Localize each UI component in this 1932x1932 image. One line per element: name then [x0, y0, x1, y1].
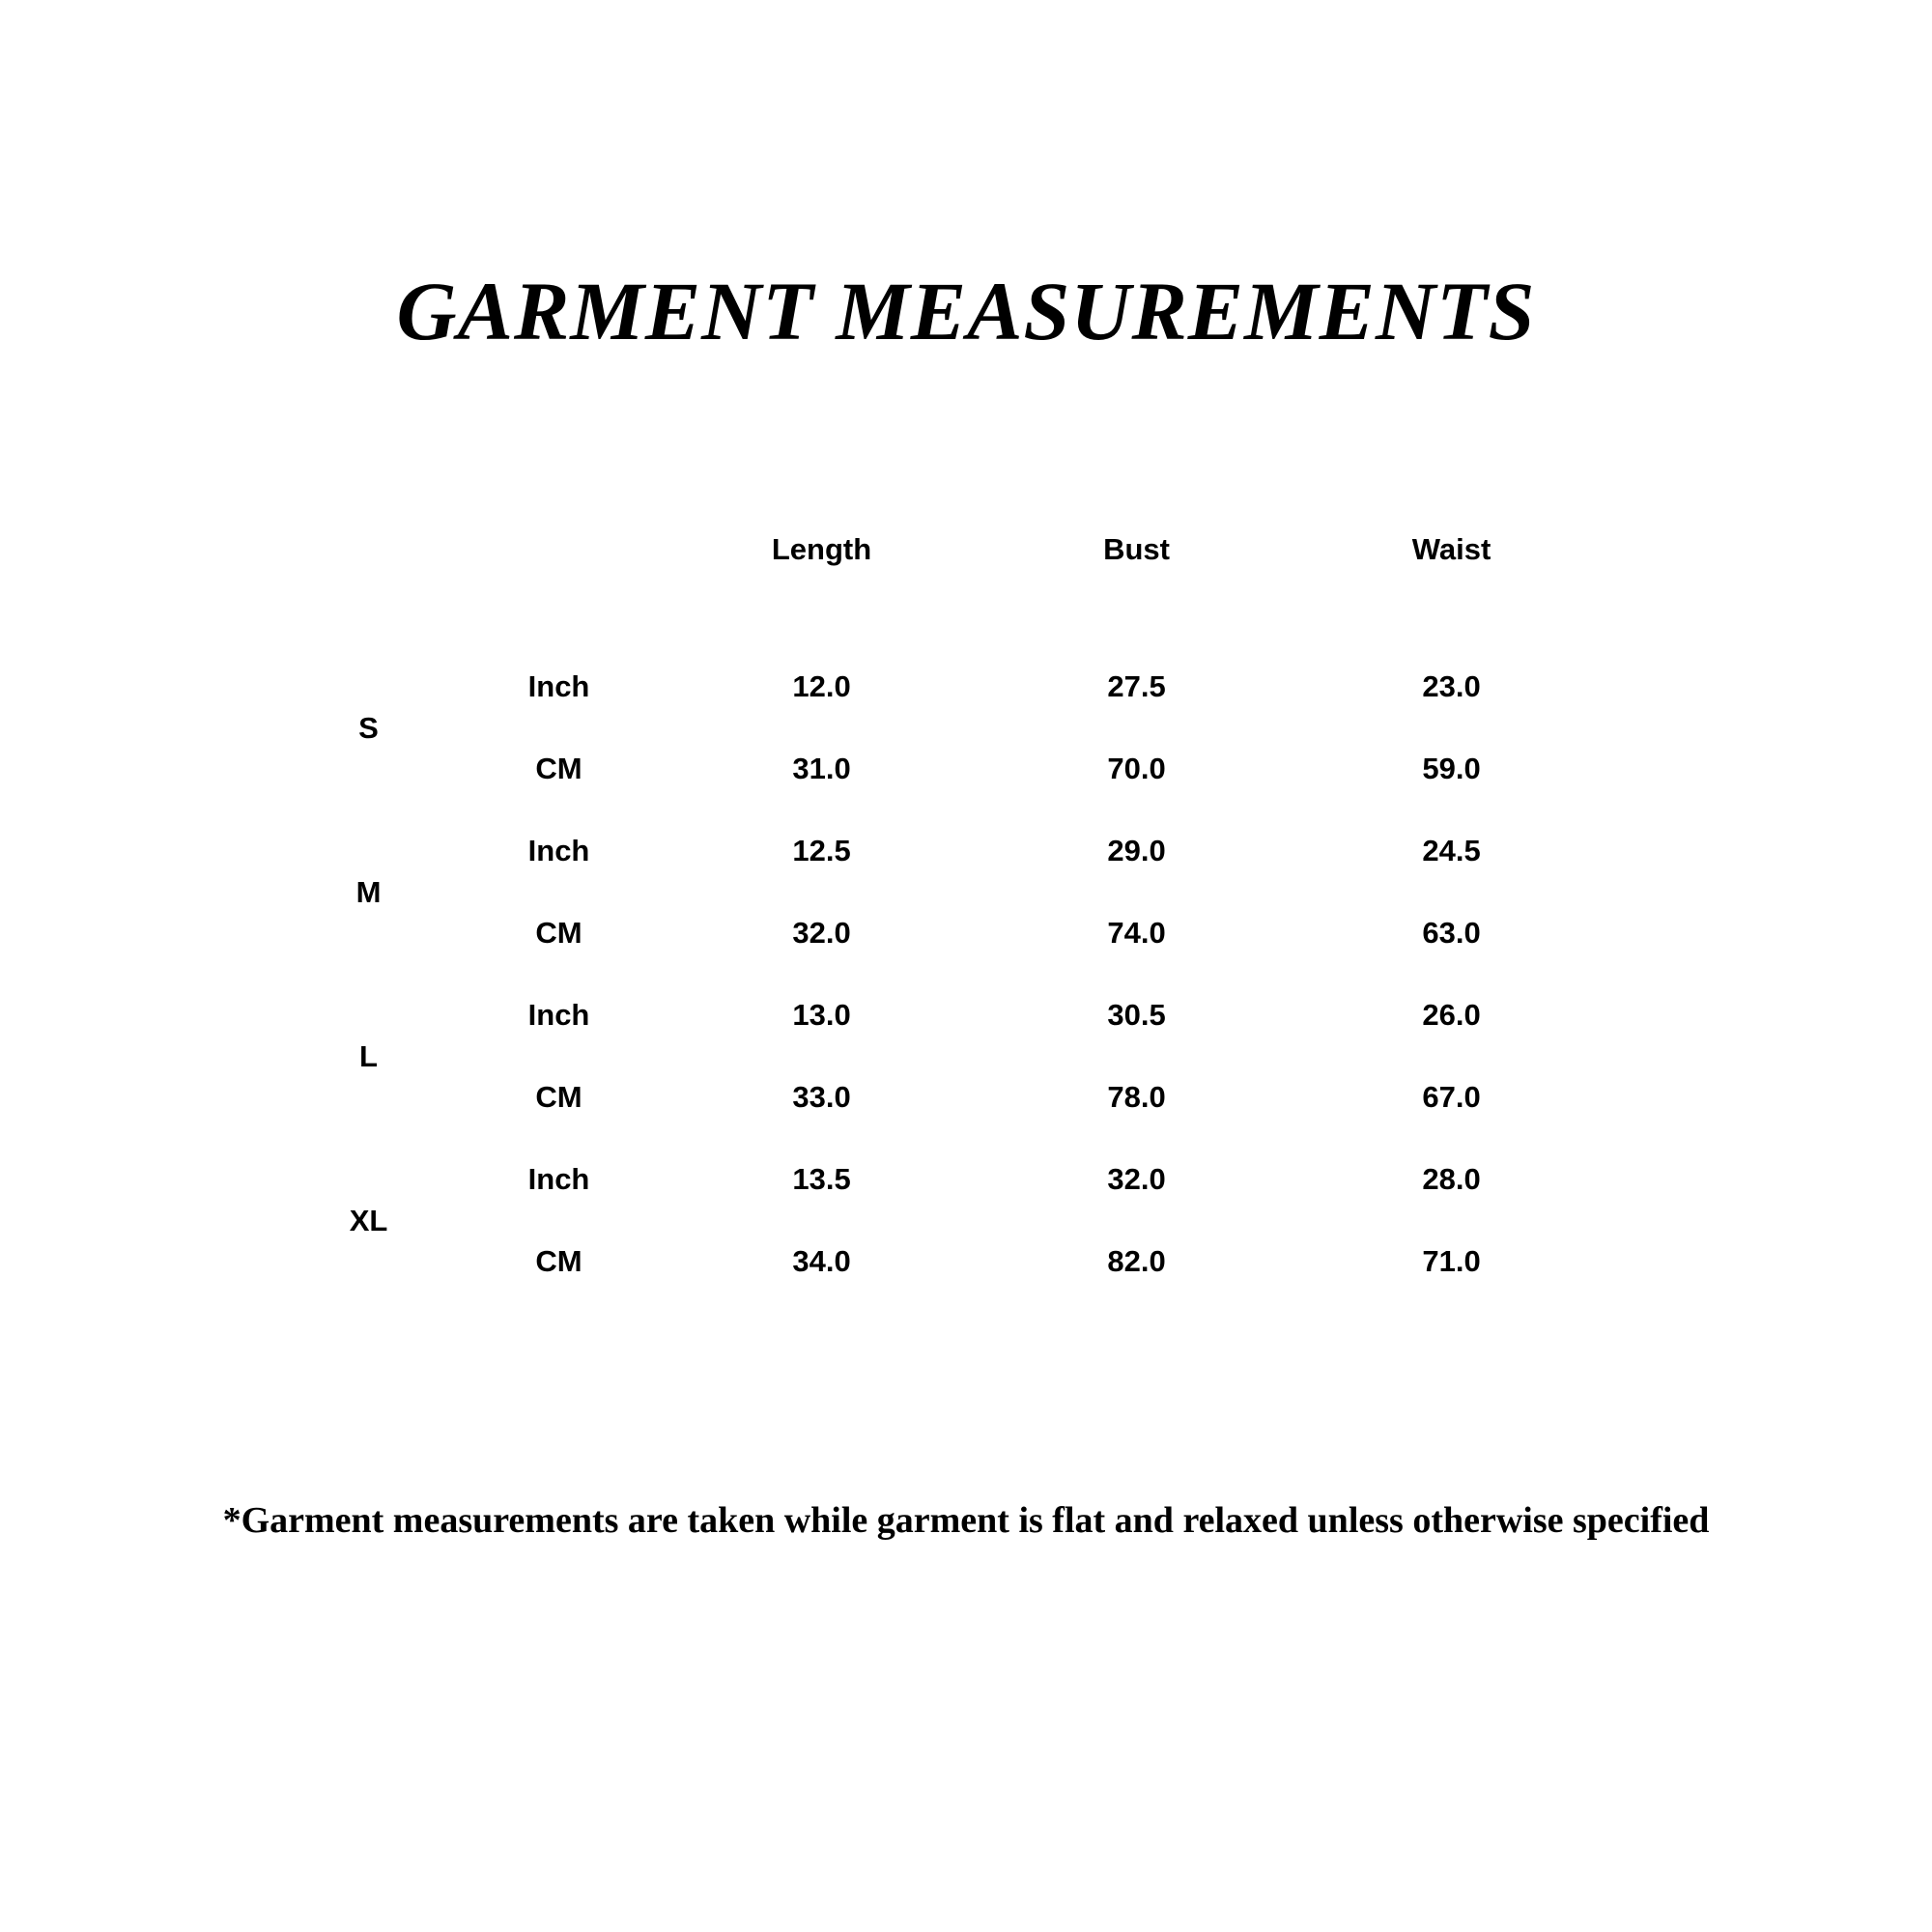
value-s-cm-waist: 59.0 — [1294, 728, 1609, 810]
value-s-inch-bust: 27.5 — [980, 646, 1294, 728]
unit-fraction-denominator: CM — [492, 554, 542, 590]
measurements-table-container — [282, 452, 1607, 1304]
unit-cell-s-cm: CM — [454, 728, 665, 810]
value-xl-cm-length: 34.0 — [665, 1221, 980, 1303]
header-column-waist: Waist — [1294, 454, 1609, 646]
table-header-row — [284, 454, 1609, 646]
table-row — [284, 975, 1609, 1057]
value-l-cm-bust: 78.0 — [980, 1057, 1294, 1139]
value-xl-cm-bust: 82.0 — [980, 1221, 1294, 1303]
value-xl-inch-waist: 28.0 — [1294, 1139, 1609, 1221]
table-row — [284, 728, 1609, 810]
header-unit-cell — [284, 454, 665, 646]
value-xl-inch-length: 13.5 — [665, 1139, 980, 1221]
value-xl-cm-waist: 71.0 — [1294, 1221, 1609, 1303]
header-column-bust: Bust — [980, 454, 1294, 646]
value-m-inch-length: 12.5 — [665, 810, 980, 893]
value-s-cm-length: 31.0 — [665, 728, 980, 810]
table-row — [284, 1221, 1609, 1303]
value-m-cm-waist: 63.0 — [1294, 893, 1609, 975]
value-s-inch-waist: 23.0 — [1294, 646, 1609, 728]
value-m-inch-waist: 24.5 — [1294, 810, 1609, 893]
unit-cell-l-inch: Inch — [454, 975, 665, 1057]
value-l-cm-length: 33.0 — [665, 1057, 980, 1139]
unit-fraction-numerator: Inch — [484, 507, 550, 544]
unit-label: Unit: — [388, 531, 462, 567]
value-m-cm-bust: 74.0 — [980, 893, 1294, 975]
table-row — [284, 646, 1609, 728]
value-s-cm-bust: 70.0 — [980, 728, 1294, 810]
value-s-inch-length: 12.0 — [665, 646, 980, 728]
value-xl-inch-bust: 32.0 — [980, 1139, 1294, 1221]
unit-cell-s-inch: Inch — [454, 646, 665, 728]
table-row — [284, 1057, 1609, 1139]
table-row — [284, 810, 1609, 893]
page-title: GARMENT MEASUREMENTS — [396, 265, 1536, 357]
unit-fraction — [474, 508, 559, 591]
table-row — [284, 893, 1609, 975]
table-row — [284, 1139, 1609, 1221]
measurements-table — [282, 452, 1610, 1304]
header-column-length: Length — [665, 454, 980, 646]
value-l-inch-waist: 26.0 — [1294, 975, 1609, 1057]
unit-cell-m-inch: Inch — [454, 810, 665, 893]
size-label-xl: XL — [284, 1139, 454, 1303]
value-m-cm-length: 32.0 — [665, 893, 980, 975]
unit-cell-l-cm: CM — [454, 1057, 665, 1139]
unit-cell-xl-inch: Inch — [454, 1139, 665, 1221]
size-label-m: M — [284, 810, 454, 975]
value-m-inch-bust: 29.0 — [980, 810, 1294, 893]
value-l-cm-waist: 67.0 — [1294, 1057, 1609, 1139]
footnote: *Garment measurements are taken while garment is flat and relaxed unless otherwise specified — [222, 1500, 1710, 1541]
unit-cell-m-cm: CM — [454, 893, 665, 975]
size-label-s: S — [284, 646, 454, 810]
value-l-inch-bust: 30.5 — [980, 975, 1294, 1057]
value-l-inch-length: 13.0 — [665, 975, 980, 1057]
size-label-l: L — [284, 975, 454, 1139]
unit-cell-xl-cm: CM — [454, 1221, 665, 1303]
